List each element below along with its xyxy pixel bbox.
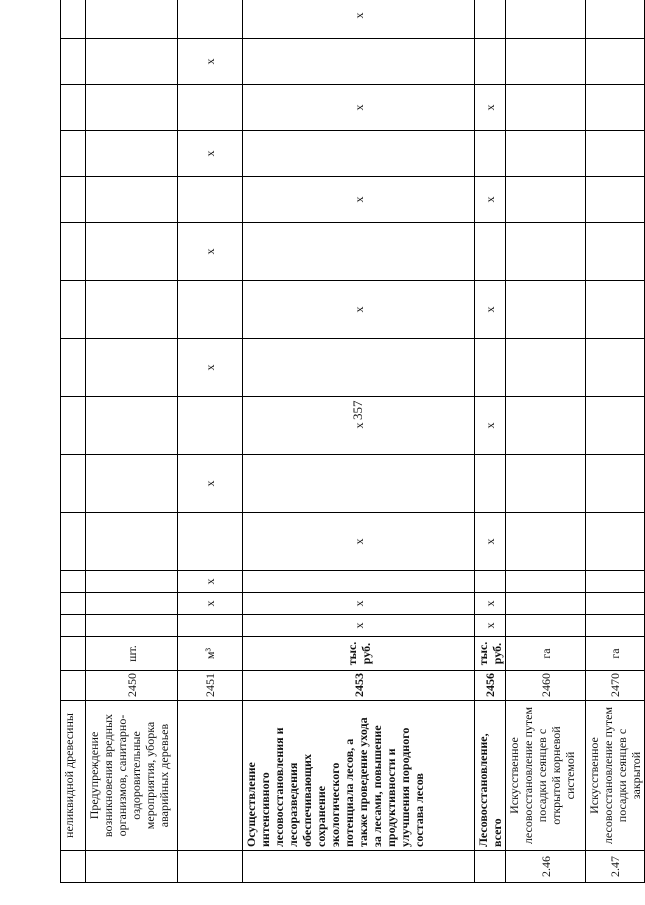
value-cell: [178, 397, 243, 455]
value-cell: [86, 223, 178, 281]
value-cell: [61, 0, 86, 39]
value-cell: [586, 339, 645, 397]
value-cell: [178, 281, 243, 339]
value-cell: [506, 455, 586, 513]
value-cell: [586, 39, 645, 85]
value-cell: x: [178, 223, 243, 281]
value-cell: [61, 593, 86, 615]
table-row: [86, 0, 178, 883]
value-cell: [586, 177, 645, 223]
value-cell: [86, 513, 178, 571]
row-code-cell: 2460: [506, 671, 586, 701]
row-code-cell: 2450: [86, 671, 178, 701]
row-unit-cell: шт.: [86, 637, 178, 671]
value-cell: x: [475, 397, 506, 455]
row-name-cell: неликвидной древесины: [61, 701, 86, 851]
value-cell: [586, 85, 645, 131]
row-number-cell: [475, 851, 506, 883]
value-cell: [86, 177, 178, 223]
value-cell: [506, 397, 586, 455]
table-row: [61, 0, 86, 883]
value-cell: x: [243, 281, 475, 339]
value-cell: [61, 513, 86, 571]
value-cell: [243, 39, 475, 85]
value-cell: [586, 0, 645, 39]
value-cell: [506, 281, 586, 339]
value-cell: [475, 0, 506, 39]
value-cell: [506, 85, 586, 131]
value-cell: [475, 571, 506, 593]
row-name-cell: Искусственное лесовосстановление путем посадки сеянцев с открытой корневой системой: [506, 701, 586, 851]
value-cell: [61, 615, 86, 637]
value-cell: [86, 571, 178, 593]
value-cell: [586, 223, 645, 281]
row-code-cell: 2451: [178, 671, 243, 701]
value-cell: x: [243, 0, 475, 39]
row-unit-cell: [61, 637, 86, 671]
value-cell: [61, 397, 86, 455]
row-code-cell: 2456: [475, 671, 506, 701]
value-cell: [475, 39, 506, 85]
value-cell: [586, 281, 645, 339]
value-cell: [178, 177, 243, 223]
value-cell: [506, 513, 586, 571]
value-cell: [586, 571, 645, 593]
value-cell: x: [243, 513, 475, 571]
table-row: [475, 0, 506, 883]
value-cell: x: [475, 513, 506, 571]
value-cell: [178, 0, 243, 39]
table-row: [586, 0, 645, 883]
value-cell: [86, 593, 178, 615]
row-unit-cell: га: [506, 637, 586, 671]
value-cell: [586, 397, 645, 455]
value-cell: [61, 85, 86, 131]
value-cell: [243, 131, 475, 177]
value-cell: [178, 513, 243, 571]
value-cell: [61, 131, 86, 177]
value-cell: [61, 39, 86, 85]
data-table: [60, 0, 645, 883]
value-cell: [506, 177, 586, 223]
row-name-cell: Осуществление интенсивного лесовосстановления и лесоразведения обеспечивающих сохранение экологического потенциала лесов, а также проведение ухода за лесами, повышение продуктивности и улучшения породного состава лесов: [243, 701, 475, 851]
value-cell: x: [243, 397, 475, 455]
row-number-cell: [86, 851, 178, 883]
value-cell: [506, 571, 586, 593]
value-cell: [475, 131, 506, 177]
row-code-cell: 2470: [586, 671, 645, 701]
value-cell: [586, 593, 645, 615]
value-cell: [61, 455, 86, 513]
value-cell: [86, 39, 178, 85]
value-cell: [61, 339, 86, 397]
value-cell: [61, 281, 86, 339]
value-cell: x: [475, 85, 506, 131]
value-cell: [86, 397, 178, 455]
row-name-cell: Искусственное лесовосстановление путем посадки сеянцев с закрытой: [586, 701, 645, 851]
value-cell: [86, 281, 178, 339]
value-cell: [506, 39, 586, 85]
row-code-cell: 2453: [243, 671, 475, 701]
value-cell: [506, 593, 586, 615]
value-cell: [86, 0, 178, 39]
row-name-cell: Предупреждение возникновения вредных организмов, санитарно-оздоровительные мероприятия, уборка аварийных деревьев: [86, 701, 178, 851]
row-unit-cell: тыс. руб.: [243, 637, 475, 671]
row-number-cell: 2.47: [586, 851, 645, 883]
row-unit-cell: м³: [178, 637, 243, 671]
value-cell: [586, 455, 645, 513]
value-cell: [86, 85, 178, 131]
value-cell: x: [178, 593, 243, 615]
value-cell: [475, 339, 506, 397]
value-cell: x: [243, 177, 475, 223]
rotated-table-container: [60, 12, 643, 883]
value-cell: [243, 223, 475, 281]
value-cell: [86, 339, 178, 397]
row-number-cell: [178, 851, 243, 883]
value-cell: x: [178, 455, 243, 513]
row-code-cell: [61, 671, 86, 701]
value-cell: [243, 455, 475, 513]
value-cell: [586, 513, 645, 571]
row-name-cell: Лесовосстановление, всего: [475, 701, 506, 851]
table-row: [243, 0, 475, 883]
row-name-cell: [178, 701, 243, 851]
value-cell: [475, 455, 506, 513]
value-cell: x: [178, 39, 243, 85]
value-cell: [586, 615, 645, 637]
row-unit-cell: тыс. руб.: [475, 637, 506, 671]
value-cell: x: [475, 615, 506, 637]
value-cell: [586, 131, 645, 177]
value-cell: [506, 223, 586, 281]
value-cell: [506, 0, 586, 39]
value-cell: [506, 131, 586, 177]
value-cell: [243, 339, 475, 397]
value-cell: [475, 223, 506, 281]
value-cell: x: [243, 615, 475, 637]
table-row: [506, 0, 586, 883]
row-number-cell: 2.46: [506, 851, 586, 883]
value-cell: [61, 571, 86, 593]
row-number-cell: [61, 851, 86, 883]
value-cell: [178, 85, 243, 131]
value-cell: [506, 339, 586, 397]
value-cell: x: [178, 131, 243, 177]
value-cell: [506, 615, 586, 637]
value-cell: [61, 223, 86, 281]
value-cell: [61, 177, 86, 223]
value-cell: [86, 455, 178, 513]
value-cell: x: [475, 593, 506, 615]
row-unit-cell: га: [586, 637, 645, 671]
value-cell: [86, 131, 178, 177]
table-row: [178, 0, 243, 883]
page-number: 357: [350, 400, 365, 420]
value-cell: x: [243, 593, 475, 615]
value-cell: [178, 615, 243, 637]
value-cell: x: [475, 281, 506, 339]
value-cell: x: [475, 177, 506, 223]
value-cell: x: [178, 339, 243, 397]
value-cell: [86, 615, 178, 637]
value-cell: [243, 571, 475, 593]
value-cell: x: [178, 571, 243, 593]
value-cell: x: [243, 85, 475, 131]
row-number-cell: [243, 851, 475, 883]
